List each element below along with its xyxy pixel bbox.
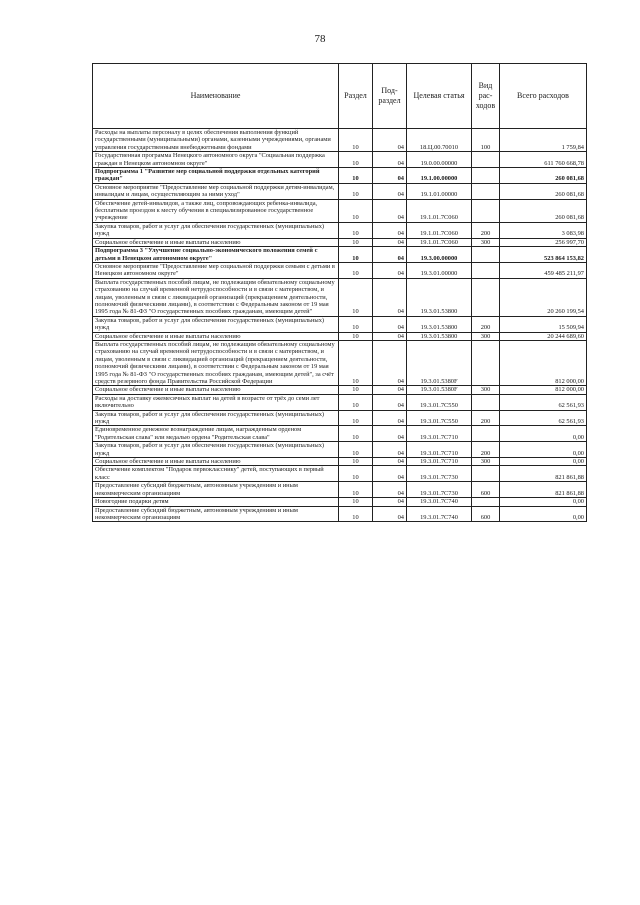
row-section-cell: 10 [339,340,373,385]
row-amount-cell: 15 509,94 [500,316,587,332]
header-name: Наименование [93,64,339,129]
row-amount-cell: 0,00 [500,498,587,506]
budget-table [92,63,587,522]
row-amount-cell: 812 000,00 [500,340,587,385]
row-section-cell: 10 [339,394,373,410]
row-expense-type-cell: 300 [472,386,500,394]
table-row [93,199,587,222]
table-row [93,466,587,482]
table-row [93,129,587,152]
row-expense-type-cell: 200 [472,442,500,458]
row-amount-cell: 20 260 199,54 [500,278,587,316]
header-subsection: Под-раздел [373,64,407,129]
row-name-cell: Закупка товаров, работ и услуг для обеспечения государственных (муниципальных) нужд [93,442,339,458]
row-target-article-cell: 19.0.00.00000 [407,152,472,168]
table-row [93,506,587,522]
row-target-article-cell: 19.3.01.5380F [407,340,472,385]
row-expense-type-cell [472,278,500,316]
row-expense-type-cell [472,394,500,410]
row-name-cell: Социальное обеспечение и иные выплаты населению [93,458,339,466]
row-section-cell: 10 [339,426,373,442]
row-subsection-cell: 04 [373,332,407,340]
row-subsection-cell: 04 [373,498,407,506]
row-expense-type-cell [472,247,500,263]
row-amount-cell: 260 081,68 [500,168,587,184]
row-name-cell: Расходы на доставку ежемесячных выплат на детей в возрасте от трёх до семи лет включительно [93,394,339,410]
row-name-cell: Обеспечение детей-инвалидов, а также лиц, сопровождающих ребенка-инвалида, бесплатным проездом к месту обучения в специализированное государственное учреждение [93,199,339,222]
row-subsection-cell: 04 [373,458,407,466]
row-amount-cell: 0,00 [500,506,587,522]
table-row [93,152,587,168]
row-expense-type-cell [472,168,500,184]
row-name-cell: Закупка товаров, работ и услуг для обеспечения государственных (муниципальных) нужд [93,316,339,332]
row-expense-type-cell [472,498,500,506]
row-section-cell: 10 [339,183,373,199]
row-amount-cell: 821 861,88 [500,482,587,498]
row-subsection-cell: 04 [373,129,407,152]
row-amount-cell: 20 244 689,60 [500,332,587,340]
row-section-cell: 10 [339,506,373,522]
row-name-cell: Государственная программа Ненецкого автономного округа "Социальная поддержка граждан в Ненецком автономном округе" [93,152,339,168]
row-expense-type-cell: 200 [472,222,500,238]
row-section-cell: 10 [339,458,373,466]
row-section-cell: 10 [339,199,373,222]
row-section-cell: 10 [339,152,373,168]
row-target-article-cell: 19.3.01.7С550 [407,394,472,410]
row-amount-cell: 821 861,88 [500,466,587,482]
header-expense-type: Вид рас-ходов [472,64,500,129]
row-target-article-cell: 19.3.01.7С730 [407,482,472,498]
row-amount-cell: 611 760 668,78 [500,152,587,168]
row-name-cell: Расходы на выплаты персоналу в целях обеспечения выполнения функций государственными (муниципальными) органами, казенными учреждениями, органами управления государственными внебюджетными фондами [93,129,339,152]
row-name-cell: Социальное обеспечение и иные выплаты населению [93,386,339,394]
row-target-article-cell: 19.1.01.7С060 [407,222,472,238]
row-subsection-cell: 04 [373,199,407,222]
row-target-article-cell: 19.3.01.00000 [407,262,472,278]
row-section-cell: 10 [339,332,373,340]
row-amount-cell: 523 864 153,82 [500,247,587,263]
row-expense-type-cell: 300 [472,458,500,466]
row-target-article-cell: 19.3.01.7С740 [407,498,472,506]
row-expense-type-cell: 600 [472,482,500,498]
row-subsection-cell: 04 [373,426,407,442]
row-section-cell: 10 [339,386,373,394]
row-name-cell: Закупка товаров, работ и услуг для обеспечения государственных (муниципальных) нужд [93,410,339,426]
row-name-cell: Предоставление субсидий бюджетным, автономным учреждениям и иным некоммерческим организациям [93,506,339,522]
row-target-article-cell: 19.3.01.7С740 [407,506,472,522]
table-row [93,238,587,246]
row-name-cell: Подпрограмма 1 "Развитие мер социальной поддержки отдельных категорий граждан" [93,168,339,184]
table-row [93,410,587,426]
row-amount-cell: 1 759,84 [500,129,587,152]
row-expense-type-cell [472,199,500,222]
row-target-article-cell: 19.3.01.53800 [407,278,472,316]
row-expense-type-cell [472,340,500,385]
row-section-cell: 10 [339,129,373,152]
row-section-cell: 10 [339,466,373,482]
table-header-row [93,64,587,129]
row-target-article-cell: 19.1.01.7С060 [407,238,472,246]
row-target-article-cell: 19.1.01.7С060 [407,199,472,222]
row-name-cell: Обеспечение комплектом "Подарок первокласснику" детей, поступающих в первый класс [93,466,339,482]
row-name-cell: Социальное обеспечение и иные выплаты населению [93,332,339,340]
row-section-cell: 10 [339,410,373,426]
row-section-cell: 10 [339,238,373,246]
row-section-cell: 10 [339,316,373,332]
row-subsection-cell: 04 [373,410,407,426]
row-subsection-cell: 04 [373,183,407,199]
row-subsection-cell: 04 [373,506,407,522]
row-name-cell: Закупка товаров, работ и услуг для обеспечения государственных (муниципальных) нужд [93,222,339,238]
row-amount-cell: 256 997,70 [500,238,587,246]
row-section-cell: 10 [339,168,373,184]
row-subsection-cell: 04 [373,152,407,168]
row-target-article-cell: 19.3.01.7С710 [407,442,472,458]
table-row [93,222,587,238]
row-section-cell: 10 [339,498,373,506]
row-name-cell: Новогодние подарки детям [93,498,339,506]
row-subsection-cell: 04 [373,386,407,394]
table-row [93,278,587,316]
table-row [93,316,587,332]
row-target-article-cell: 19.3.01.7С730 [407,466,472,482]
row-subsection-cell: 04 [373,442,407,458]
row-subsection-cell: 04 [373,247,407,263]
row-target-article-cell: 19.3.00.00000 [407,247,472,263]
table-row [93,482,587,498]
table-row [93,386,587,394]
row-subsection-cell: 04 [373,316,407,332]
row-expense-type-cell: 300 [472,332,500,340]
row-amount-cell: 0,00 [500,426,587,442]
row-name-cell: Подпрограмма 3 "Улучшение социально-экономического положения семей с детьми в Ненецком автономном округе" [93,247,339,263]
table-row [93,332,587,340]
table-row [93,442,587,458]
row-expense-type-cell: 200 [472,410,500,426]
row-subsection-cell: 04 [373,482,407,498]
row-name-cell: Основное мероприятие "Предоставление мер социальной поддержки семьям с детьми в Ненецком автономном округе" [93,262,339,278]
row-expense-type-cell: 200 [472,316,500,332]
header-target-article: Целевая статья [407,64,472,129]
row-expense-type-cell: 300 [472,238,500,246]
row-amount-cell: 0,00 [500,442,587,458]
row-subsection-cell: 04 [373,466,407,482]
row-name-cell: Выплата государственных пособий лицам, не подлежащим обязательному социальному страхованию на случай временной нетрудоспособности и в связи с материнством, и лицам, уволенным в связи с ликвидацией организаций (прекращением деятельности, полномочий физическими лицами), в соответствии с Федеральным законом от 19 мая 1995 года № 81-ФЗ "О государственных пособиях гражданам, имеющим детей", за счёт средств резервного фонда Правительства Российской Федерации [93,340,339,385]
table-row [93,426,587,442]
row-expense-type-cell: 600 [472,506,500,522]
row-section-cell: 10 [339,278,373,316]
row-subsection-cell: 04 [373,168,407,184]
table-row [93,458,587,466]
table-row [93,394,587,410]
row-subsection-cell: 04 [373,222,407,238]
row-target-article-cell: 19.3.01.53800 [407,332,472,340]
row-section-cell: 10 [339,247,373,263]
row-target-article-cell: 19.3.01.7С550 [407,410,472,426]
row-subsection-cell: 04 [373,262,407,278]
row-amount-cell: 3 083,98 [500,222,587,238]
row-expense-type-cell [472,152,500,168]
row-subsection-cell: 04 [373,278,407,316]
row-subsection-cell: 04 [373,394,407,410]
row-target-article-cell: 19.3.01.5380F [407,386,472,394]
row-section-cell: 10 [339,222,373,238]
row-name-cell: Основное мероприятие "Предоставление мер социальной поддержки детям-инвалидам, инвалидам и лицам, осуществляющим за ними уход" [93,183,339,199]
row-target-article-cell: 19.3.01.7С710 [407,426,472,442]
table-row [93,498,587,506]
row-target-article-cell: 19.1.01.00000 [407,183,472,199]
table-row [93,168,587,184]
row-name-cell: Выплата государственных пособий лицам, не подлежащим обязательному социальному страхованию на случай временной нетрудоспособности и в связи с материнством, и лицам, уволенным в связи с ликвидацией организаций (прекращением деятельности, полномочий физическими лицами), в соответствии с Федеральным законом от 19 мая 1995 года № 81-ФЗ "О государственных пособиях гражданам, имеющим детей" [93,278,339,316]
row-amount-cell: 62 561,93 [500,410,587,426]
row-expense-type-cell [472,426,500,442]
row-amount-cell: 812 000,00 [500,386,587,394]
row-section-cell: 10 [339,262,373,278]
row-name-cell: Предоставление субсидий бюджетным, автономным учреждениям и иным некоммерческим организациям [93,482,339,498]
row-amount-cell: 260 081,68 [500,183,587,199]
row-target-article-cell: 18.Ц.00.70010 [407,129,472,152]
page-number: 78 [314,33,326,45]
row-subsection-cell: 04 [373,238,407,246]
row-target-article-cell: 19.1.00.00000 [407,168,472,184]
row-expense-type-cell: 100 [472,129,500,152]
row-expense-type-cell [472,262,500,278]
row-subsection-cell: 04 [373,340,407,385]
row-name-cell: Социальное обеспечение и иные выплаты населению [93,238,339,246]
table-row [93,183,587,199]
row-target-article-cell: 19.3.01.7С710 [407,458,472,466]
row-amount-cell: 0,00 [500,458,587,466]
row-section-cell: 10 [339,482,373,498]
row-expense-type-cell [472,466,500,482]
header-section: Раздел [339,64,373,129]
header-total: Всего расходов [500,64,587,129]
row-section-cell: 10 [339,442,373,458]
row-amount-cell: 62 561,93 [500,394,587,410]
row-target-article-cell: 19.3.01.53800 [407,316,472,332]
table-row [93,262,587,278]
row-name-cell: Единовременное денежное вознаграждение лицам, награжденным орденом "Родительская слава" или медалью ордена "Родительская слава" [93,426,339,442]
table-row [93,340,587,385]
row-amount-cell: 459 485 211,97 [500,262,587,278]
table-row [93,247,587,263]
row-expense-type-cell [472,183,500,199]
row-amount-cell: 260 081,68 [500,199,587,222]
